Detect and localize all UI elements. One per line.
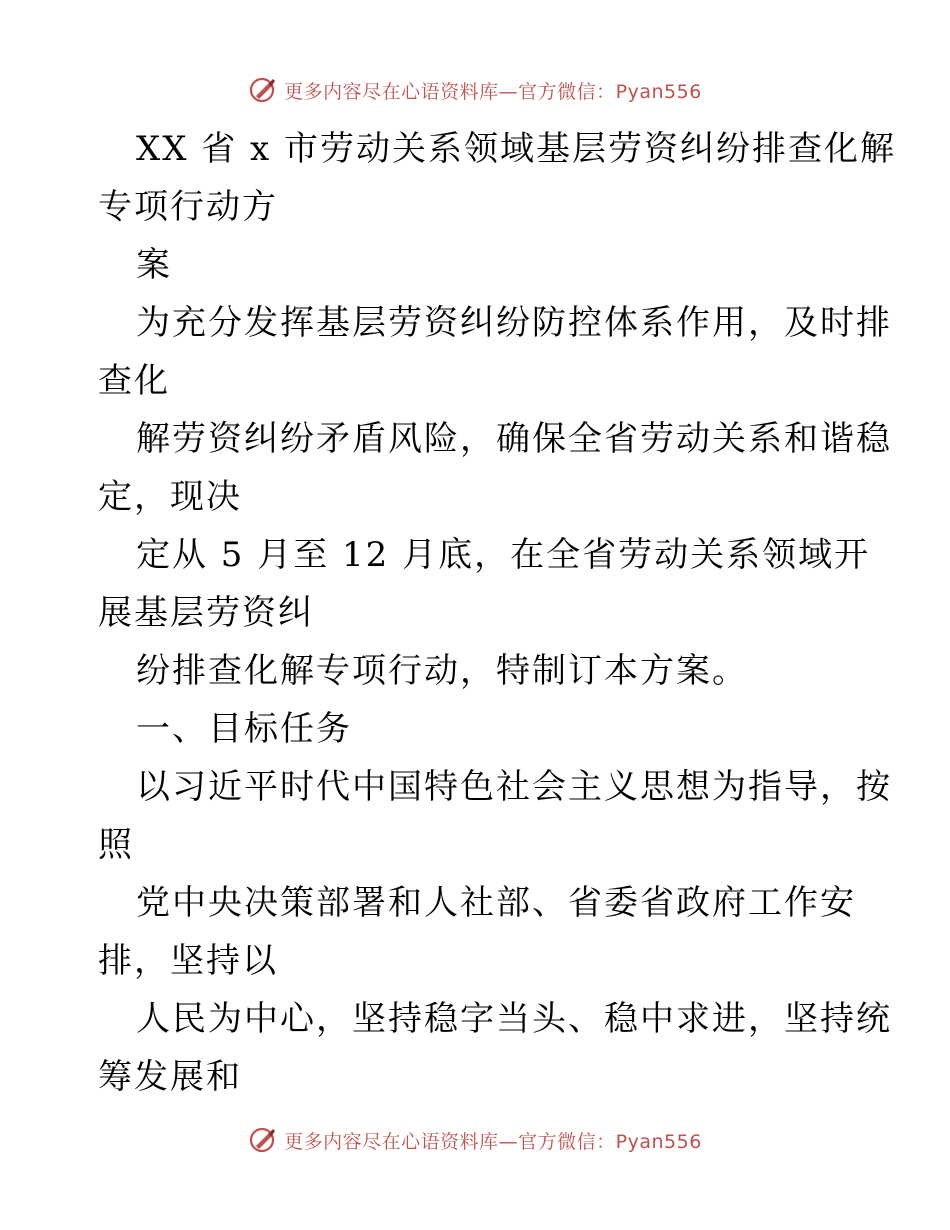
paragraph-line: 展基层劳资纠 — [98, 593, 314, 633]
paragraph-line: 筹发展和 — [98, 1057, 242, 1097]
pen-logo-icon — [248, 1125, 278, 1155]
paragraph-line: 照 — [98, 825, 134, 865]
paragraph-line: 以习近平时代中国特色社会主义思想为指导，按 — [136, 767, 892, 807]
footer-watermark-text: 更多内容尽在心语资料库—官方微信：Pyan556 — [284, 1130, 702, 1153]
pen-logo-icon — [248, 75, 278, 105]
paragraph-line: 人民为中心，坚持稳字当头、稳中求进，坚持统 — [136, 999, 892, 1039]
paragraph-line: 查化 — [98, 361, 170, 401]
section-heading: 一、目标任务 — [136, 709, 352, 749]
document-body — [98, 120, 897, 1106]
paragraph-line: 定从 5 月至 12 月底，在全省劳动关系领域开 — [136, 535, 871, 575]
title-line-1: XX 省 x 市劳动关系领域基层劳资纠纷排查化解 — [136, 129, 897, 169]
paragraph-line: 党中央决策部署和人社部、省委省政府工作安 — [136, 883, 856, 923]
header-watermark-text: 更多内容尽在心语资料库—官方微信：Pyan556 — [284, 80, 702, 103]
title-line-3: 案 — [136, 245, 172, 285]
footer-watermark-banner — [0, 1120, 950, 1160]
paragraph-line: 解劳资纠纷矛盾风险，确保全省劳动关系和谐稳 — [136, 419, 892, 459]
paragraph-line: 为充分发挥基层劳资纠纷防控体系作用，及时排 — [136, 303, 892, 343]
title-line-2: 专项行动方 — [98, 187, 278, 227]
header-watermark-banner — [0, 70, 950, 110]
paragraph-line: 纷排查化解专项行动，特制订本方案。 — [136, 651, 748, 691]
paragraph-line: 定，现决 — [98, 477, 242, 517]
paragraph-line: 排，坚持以 — [98, 941, 278, 981]
